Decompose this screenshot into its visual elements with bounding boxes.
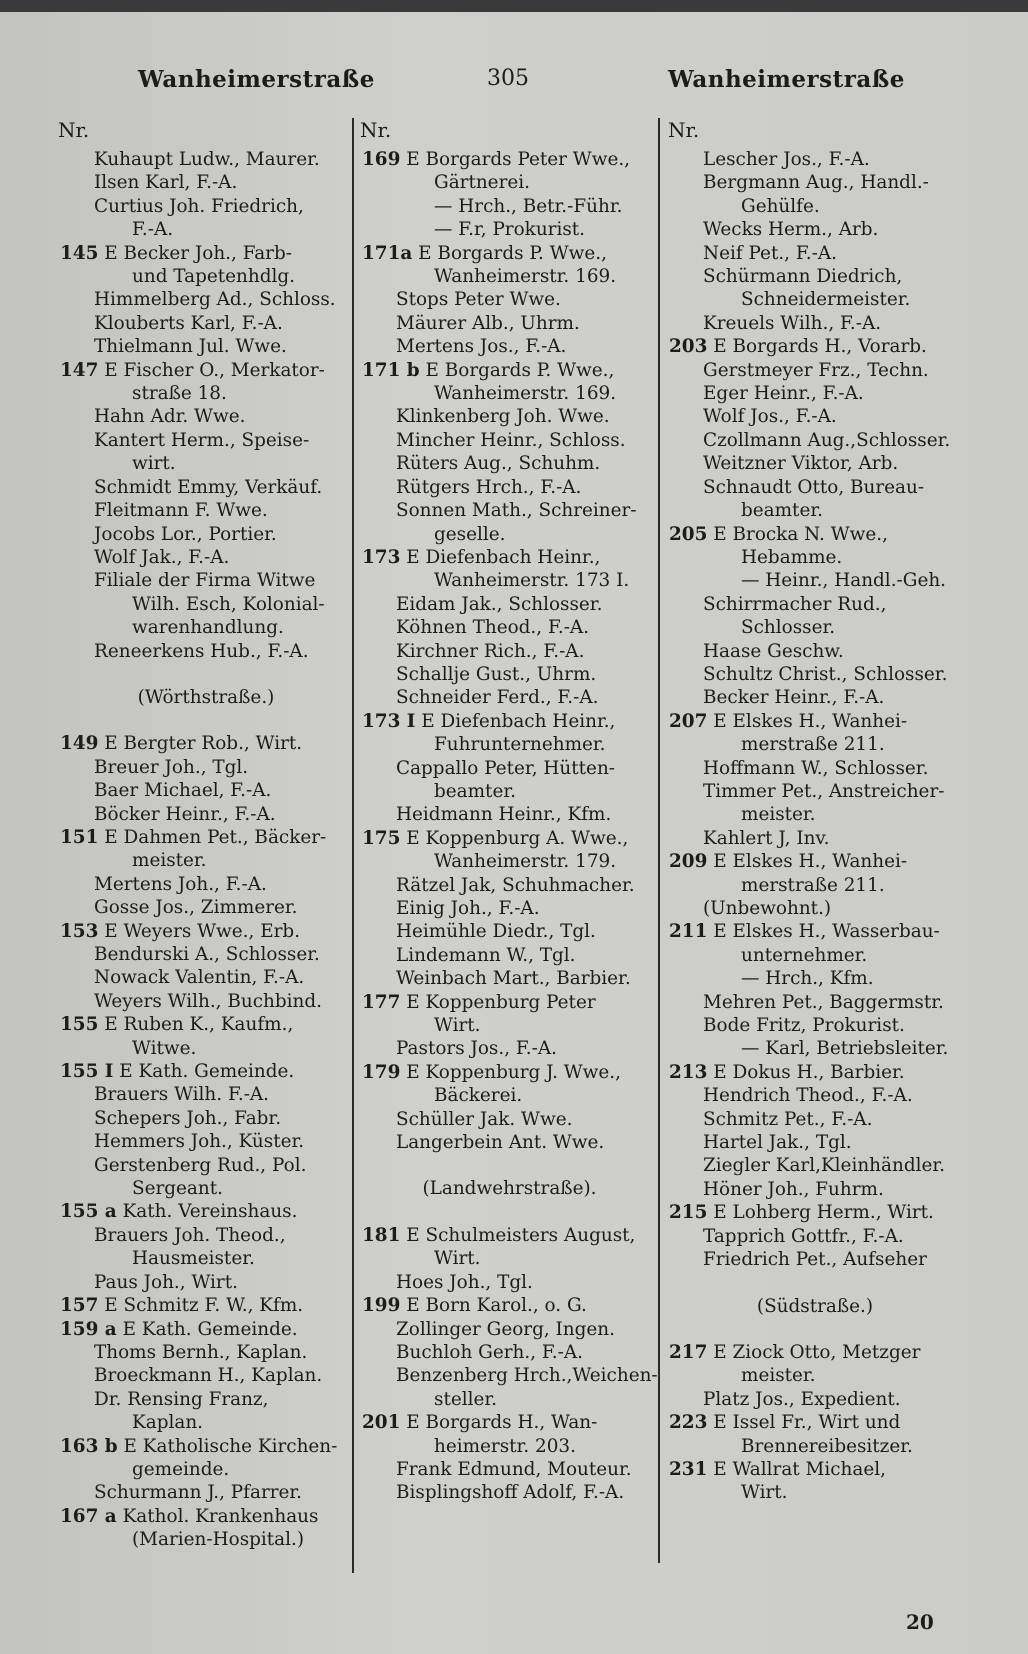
page-header <box>0 66 1028 100</box>
directory-entry <box>60 1200 352 1223</box>
directory-entry: Rüters Aug., Schuhm. <box>396 453 601 475</box>
directory-entry: Schürmann Diedrich, <box>703 266 903 288</box>
entry-text: E Born Karol., o. G. <box>400 1295 587 1317</box>
directory-entry: Eidam Jak., Schlosser. <box>396 593 603 615</box>
directory-entry: Pastors Jos., F.-A. <box>396 1038 557 1060</box>
entry-text: E Wallrat Michael, <box>707 1458 886 1480</box>
house-number: 157 <box>60 1295 99 1317</box>
directory-entry: Stops Peter Wwe. <box>396 289 561 311</box>
entry-text: E Elskes H., Wasserbau- <box>707 921 940 943</box>
directory-entry: Hoffmann W., Schlosser. <box>703 757 929 779</box>
house-number: 149 <box>60 733 99 755</box>
entry-text: E Fischer O., Merkator- <box>98 359 325 381</box>
directory-entry: Wanheimerstr. 169. <box>434 383 617 405</box>
directory-entry: merstraße 211. <box>741 874 885 896</box>
directory-entry: Kaplan. <box>132 1412 204 1434</box>
header-right-title: Wanheimerstraße <box>668 66 905 93</box>
directory-entry <box>669 1201 961 1224</box>
directory-entry: Nowack Valentin, F.-A. <box>94 967 305 989</box>
house-number: 213 <box>669 1061 708 1083</box>
house-number: 171a <box>362 242 413 264</box>
page-number: 305 <box>487 66 529 91</box>
directory-entry <box>669 523 961 546</box>
house-number: 179 <box>362 1061 401 1083</box>
entry-text: E Koppenburg A. Wwe., <box>400 827 629 849</box>
directory-entry <box>362 546 657 569</box>
entry-text: E Dokus H., Barbier. <box>707 1061 905 1083</box>
directory-entry: Rätzel Jak, Schuhmacher. <box>396 874 635 896</box>
directory-entry: Weyers Wilh., Buchbind. <box>94 990 322 1012</box>
directory-entry <box>669 335 961 358</box>
directory-entry: Bäckerei. <box>434 1085 523 1107</box>
house-number: 171 b <box>362 359 420 381</box>
entry-text: E Ziock Otto, Metzger <box>707 1341 921 1363</box>
directory-entry <box>60 920 352 943</box>
entry-text: E Schmitz F. W., Kfm. <box>98 1295 304 1317</box>
house-number: 211 <box>669 921 708 943</box>
entry-text: E Elskes H., Wanhei- <box>707 710 908 732</box>
directory-entry: heimerstr. 203. <box>434 1435 576 1457</box>
directory-entry: Schurmann J., Pfarrer. <box>94 1482 303 1504</box>
house-number: 169 <box>362 149 401 170</box>
directory-entry <box>60 359 352 382</box>
directory-entry: merstraße 211. <box>741 734 885 756</box>
directory-entry: Gerstmeyer Frz., Techn. <box>703 359 929 381</box>
directory-entry: Wanheimerstr. 169. <box>434 266 617 288</box>
directory-entry: Breuer Joh., Tgl. <box>94 756 249 778</box>
house-number: 153 <box>60 920 99 942</box>
directory-entry <box>362 1061 657 1084</box>
directory-entry <box>669 710 961 733</box>
house-number: 159 a <box>60 1318 117 1340</box>
directory-entry: Kantert Herm., Speise- <box>94 429 310 451</box>
house-number: 175 <box>362 827 401 849</box>
entry-text: E Kath. Gemeinde. <box>116 1318 298 1340</box>
directory-entry: Hartel Jak., Tgl. <box>703 1132 852 1154</box>
directory-entry: Fuhrunternehmer. <box>434 734 606 756</box>
directory-entry: wirt. <box>132 453 176 475</box>
directory-entry: Thielmann Jul. Wwe. <box>94 336 287 358</box>
directory-entry: Friedrich Pet., Aufseher <box>703 1249 927 1271</box>
directory-entry: Zollinger Georg, Ingen. <box>396 1318 615 1340</box>
directory-entry: Mincher Heinr., Schloss. <box>396 429 626 451</box>
directory-entry: Ilsen Karl, F.-A. <box>94 172 238 194</box>
house-number: 205 <box>669 523 708 545</box>
house-number: 151 <box>60 826 99 848</box>
directory-entry: Weitzner Viktor, Arb. <box>703 453 899 475</box>
directory-entry <box>60 1294 352 1317</box>
directory-entry: — Heinr., Handl.-Geh. <box>741 570 947 592</box>
directory-entry: — Hrch., Kfm. <box>741 968 874 990</box>
house-number: 203 <box>669 336 708 358</box>
entry-text: E Borgards Peter Wwe., <box>400 149 631 170</box>
directory-entry <box>362 710 657 733</box>
directory-entry <box>60 1060 352 1083</box>
column-2 <box>362 148 657 1505</box>
directory-entry: Kirchner Rich., F.-A. <box>396 640 585 662</box>
directory-entry: Jocobs Lor., Portier. <box>94 523 277 545</box>
directory-entry: Brennereibesitzer. <box>741 1435 913 1457</box>
directory-entry: Fleitmann F. Wwe. <box>94 500 268 522</box>
directory-entry: Bergmann Aug., Handl.- <box>703 172 929 194</box>
directory-entry: Schirrmacher Rud., <box>703 593 887 615</box>
house-number: 177 <box>362 991 401 1013</box>
directory-entry: Reneerkens Hub., F.-A. <box>94 640 309 662</box>
directory-entry: Höner Joh., Fuhrm. <box>703 1178 884 1200</box>
directory-entry: meister. <box>741 804 816 826</box>
column-label-2: Nr. <box>360 118 392 142</box>
house-number: 209 <box>669 851 708 873</box>
directory-entry: beamter. <box>434 780 516 802</box>
directory-entry: beamter. <box>741 500 823 522</box>
directory-entry <box>60 826 352 849</box>
column-3 <box>669 148 961 1505</box>
directory-entry: Hebamme. <box>741 546 843 568</box>
directory-entry: Paus Joh., Wirt. <box>94 1271 238 1293</box>
entry-text: E Borgards P. Wwe., <box>412 242 607 264</box>
entry-text: E Becker Joh., Farb- <box>98 242 292 264</box>
directory-entry: Hahn Adr. Wwe. <box>94 406 246 428</box>
directory-entry: Bendurski A., Schlosser. <box>94 944 320 965</box>
house-number: 207 <box>669 710 708 732</box>
directory-entry: Buchloh Gerh., F.-A. <box>396 1341 583 1363</box>
directory-entry <box>362 1411 657 1434</box>
directory-entry: Wirt. <box>434 1248 481 1270</box>
directory-entry: Platz Jos., Expedient. <box>703 1388 901 1410</box>
directory-entry: meister. <box>741 1365 816 1387</box>
directory-entry: Benzenberg Hrch.,Weichen- <box>396 1365 658 1387</box>
directory-entry <box>60 732 352 755</box>
entry-text: E Bergter Rob., Wirt. <box>98 733 303 755</box>
directory-entry: Rütgers Hrch., F.-A. <box>396 476 582 498</box>
directory-entry: Thoms Bernh., Kaplan. <box>94 1341 308 1363</box>
house-number: 173 I <box>362 710 416 732</box>
directory-entry: (Wörthstraße.) <box>137 686 275 708</box>
footer-number: 20 <box>906 1610 934 1634</box>
house-number: 145 <box>60 242 99 264</box>
directory-entry <box>669 1458 961 1481</box>
house-number: 217 <box>669 1341 708 1363</box>
directory-entry <box>669 920 961 943</box>
house-number: 199 <box>362 1295 401 1317</box>
directory-entry: Schnaudt Otto, Bureau- <box>703 476 925 498</box>
entry-text: E Borgards P. Wwe., <box>419 359 615 381</box>
directory-entry: Curtius Joh. Friedrich, <box>94 195 304 217</box>
directory-entry: und Tapetenhdlg. <box>132 266 296 288</box>
directory-entry <box>669 850 961 873</box>
directory-entry: Filiale der Firma Witwe <box>94 570 316 592</box>
directory-entry: Gerstenberg Rud., Pol. <box>94 1154 307 1176</box>
directory-entry: Mäurer Alb., Uhrm. <box>396 312 580 334</box>
directory-entry: (Unbewohnt.) <box>703 898 832 919</box>
column-1 <box>60 148 352 1552</box>
entry-text: E Issel Fr., Wirt und <box>707 1412 901 1434</box>
entry-text: E Ruben K., Kaufm., <box>98 1014 294 1036</box>
directory-entry: Brauers Joh. Theod., <box>94 1224 286 1246</box>
directory-entry: Schmidt Emmy, Verkäuf. <box>94 476 323 498</box>
directory-entry <box>60 1435 352 1458</box>
directory-entry: Wanheimerstr. 179. <box>434 851 617 873</box>
entry-text: E Brocka N. Wwe., <box>707 523 888 545</box>
directory-entry: Timmer Pet., Anstreicher- <box>703 780 945 802</box>
directory-entry: Dr. Rensing Franz, <box>94 1388 269 1410</box>
directory-entry: Czollmann Aug.,Schlosser. <box>703 429 951 451</box>
directory-entry: Lindemann W., Tgl. <box>396 944 576 966</box>
directory-entry: Broeckmann H., Kaplan. <box>94 1365 323 1387</box>
header-left-title: Wanheimerstraße <box>138 66 375 93</box>
directory-entry: Witwe. <box>132 1037 197 1059</box>
directory-entry: Mertens Joh., F.-A. <box>94 873 267 895</box>
entry-text: E Lohberg Herm., Wirt. <box>707 1202 934 1224</box>
entry-text: E Diefenbach Heinr., <box>415 710 616 732</box>
directory-entry: Lescher Jos., F.-A. <box>703 149 870 170</box>
directory-entry: steller. <box>434 1388 497 1410</box>
entry-text: E Katholische Kirchen- <box>117 1435 338 1457</box>
house-number: 173 <box>362 546 401 568</box>
directory-entry: Baer Michael, F.-A. <box>94 780 272 802</box>
directory-entry <box>362 991 657 1014</box>
directory-entry: Klouberts Karl, F.-A. <box>94 312 283 334</box>
directory-entry: Langerbein Ant. Wwe. <box>396 1132 605 1154</box>
directory-entry: Schneider Ferd., F.-A. <box>396 687 599 709</box>
directory-entry: Köhnen Theod., F.-A. <box>396 617 590 639</box>
directory-entry: — F.r, Prokurist. <box>434 219 586 241</box>
directory-entry: Gärtnerei. <box>434 172 530 194</box>
directory-entry: Tapprich Gottfr., F.-A. <box>703 1225 904 1247</box>
entry-text: E Borgards H., Vorarb. <box>707 336 927 358</box>
directory-entry: Wilh. Esch, Kolonial- <box>132 593 325 615</box>
directory-entry <box>362 359 657 382</box>
directory-entry: meister. <box>132 850 207 872</box>
directory-entry: Bisplingshoff Adolf, F.-A. <box>396 1482 625 1504</box>
directory-entry: Gosse Jos., Zimmerer. <box>94 897 298 919</box>
entry-text: E Elskes H., Wanhei- <box>707 851 908 873</box>
entry-text: E Dahmen Pet., Bäcker- <box>98 826 327 848</box>
directory-entry: Cappallo Peter, Hütten- <box>396 757 615 779</box>
directory-entry <box>60 242 352 265</box>
directory-entry: Wirt. <box>434 1015 481 1037</box>
directory-entry: Weinbach Mart., Barbier. <box>396 968 631 990</box>
house-number: 147 <box>60 359 99 381</box>
house-number: 215 <box>669 1202 708 1224</box>
house-number: 223 <box>669 1412 708 1434</box>
directory-entry: Wolf Jak., F.-A. <box>94 546 230 568</box>
entry-text: Kath. Vereinshaus. <box>116 1201 298 1223</box>
directory-entry: Himmelberg Ad., Schloss. <box>94 289 336 311</box>
directory-entry: (Landwehrstraße). <box>422 1178 597 1200</box>
directory-entry: Brauers Wilh. F.-A. <box>94 1084 270 1106</box>
directory-entry <box>669 1061 961 1084</box>
directory-entry: Wolf Jos., F.-A. <box>703 406 837 428</box>
house-number: 155 a <box>60 1201 117 1223</box>
directory-entry: Schüller Jak. Wwe. <box>396 1108 573 1130</box>
directory-entry: — Karl, Betriebsleiter. <box>741 1038 949 1060</box>
directory-entry: Hausmeister. <box>132 1248 255 1270</box>
column-divider-1 <box>352 118 354 1573</box>
directory-entry: Wecks Herm., Arb. <box>703 219 879 241</box>
entry-text: E Schulmeisters August, <box>400 1224 636 1246</box>
house-number: 231 <box>669 1458 708 1480</box>
entry-text: E Weyers Wwe., Erb. <box>98 920 301 942</box>
directory-entry: Heimühle Diedr., Tgl. <box>396 921 596 943</box>
house-number: 163 b <box>60 1435 118 1457</box>
directory-entry: unternehmer. <box>741 944 868 966</box>
directory-entry: Mehren Pet., Baggermstr. <box>703 991 944 1013</box>
column-divider-2 <box>658 118 660 1563</box>
directory-entry <box>60 1505 352 1528</box>
entry-text: E Kath. Gemeinde. <box>113 1061 295 1083</box>
directory-entry: Kahlert J, Inv. <box>703 827 830 849</box>
directory-entry: Hemmers Joh., Küster. <box>94 1131 305 1153</box>
directory-entry: gemeinde. <box>132 1458 230 1480</box>
directory-entry: Klinkenberg Joh. Wwe. <box>396 406 610 428</box>
directory-entry <box>60 1318 352 1341</box>
directory-entry: Kreuels Wilh., F.-A. <box>703 312 882 334</box>
directory-entry: Schmitz Pet., F.-A. <box>703 1108 873 1130</box>
entry-text: Kathol. Krankenhaus <box>116 1505 319 1527</box>
directory-entry: Frank Edmund, Mouteur. <box>396 1458 632 1480</box>
directory-entry: Schultz Christ., Schlosser. <box>703 663 948 685</box>
directory-entry: Ziegler Karl,Kleinhändler. <box>703 1155 945 1177</box>
house-number: 155 <box>60 1014 99 1036</box>
directory-entry: Kuhaupt Ludw., Maurer. <box>94 149 320 170</box>
directory-entry <box>362 242 657 265</box>
directory-entry <box>669 1341 961 1364</box>
house-number: 201 <box>362 1412 401 1434</box>
directory-entry: Gehülfe. <box>741 195 820 217</box>
directory-entry: Böcker Heinr., F.-A. <box>94 803 276 825</box>
directory-entry: Hendrich Theod., F.-A. <box>703 1085 913 1107</box>
directory-entry: F.-A. <box>132 219 174 241</box>
directory-entry <box>669 1411 961 1434</box>
column-label-1: Nr. <box>58 118 90 142</box>
directory-entry <box>60 1013 352 1036</box>
directory-entry: Mertens Jos., F.-A. <box>396 336 567 358</box>
directory-entry: Eger Heinr., F.-A. <box>703 383 864 405</box>
directory-entry <box>362 148 657 171</box>
directory-entry: geselle. <box>434 523 506 545</box>
house-number: 167 a <box>60 1505 117 1527</box>
directory-entry: Wirt. <box>741 1482 788 1504</box>
house-number: 181 <box>362 1224 401 1246</box>
house-number: 155 I <box>60 1061 114 1083</box>
directory-entry: Becker Heinr., F.-A. <box>703 687 885 709</box>
directory-entry <box>362 827 657 850</box>
entry-text: E Diefenbach Heinr., <box>400 546 601 568</box>
entry-text: E Koppenburg Peter <box>400 991 596 1013</box>
directory-entry: Schepers Joh., Fabr. <box>94 1107 282 1129</box>
directory-entry: Wanheimerstr. 173 I. <box>434 570 630 592</box>
directory-entry: Sergeant. <box>132 1178 223 1200</box>
directory-entry: (Marien-Hospital.) <box>132 1529 305 1551</box>
entry-text: E Koppenburg J. Wwe., <box>400 1061 621 1083</box>
entry-text: E Borgards H., Wan- <box>400 1412 598 1434</box>
directory-entry <box>362 1224 657 1247</box>
directory-entry: Heidmann Heinr., Kfm. <box>396 804 612 826</box>
directory-entry: — Hrch., Betr.-Führ. <box>434 195 623 217</box>
directory-entry: Einig Joh., F.-A. <box>396 898 540 919</box>
directory-entry: Hoes Joh., Tgl. <box>396 1271 533 1293</box>
directory-entry <box>362 1294 657 1317</box>
directory-entry: Schlosser. <box>741 617 836 639</box>
column-label-3: Nr. <box>668 118 700 142</box>
directory-entry: Sonnen Math., Schreiner- <box>396 500 637 522</box>
directory-entry: (Südstraße.) <box>756 1295 874 1317</box>
directory-entry: straße 18. <box>132 383 227 405</box>
directory-entry: Schallje Gust., Uhrm. <box>396 663 597 685</box>
directory-entry: Neif Pet., F.-A. <box>703 242 837 264</box>
directory-entry: warenhandlung. <box>132 617 284 639</box>
directory-entry: Bode Fritz, Prokurist. <box>703 1015 905 1037</box>
directory-entry: Schneidermeister. <box>741 289 911 311</box>
directory-entry: Haase Geschw. <box>703 640 844 662</box>
